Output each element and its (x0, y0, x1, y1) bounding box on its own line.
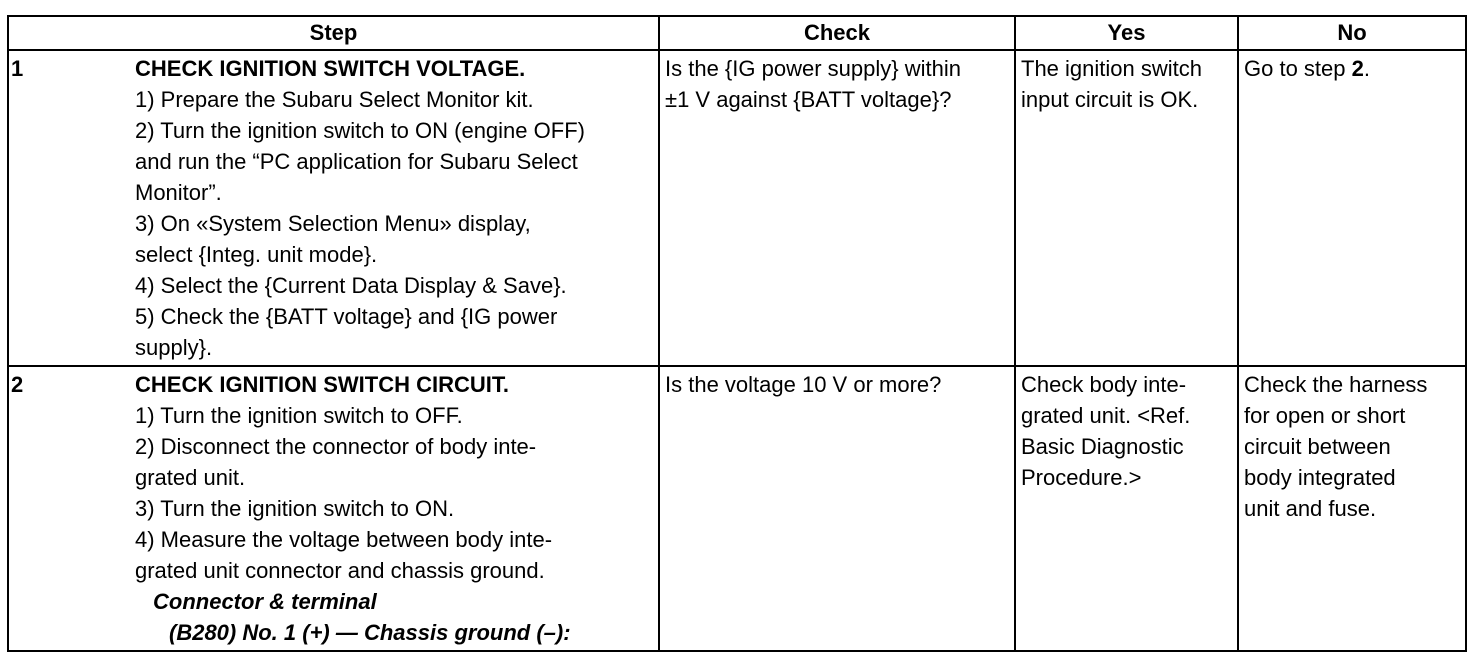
step-cell (8, 366, 659, 651)
step-line: 5) Check the {BATT voltage} and {IG power (135, 304, 558, 329)
step-line: grated unit. (135, 465, 246, 490)
check-line: Is the voltage 10 V or more? (665, 372, 942, 397)
step-line: supply}. (135, 335, 213, 360)
yes-cell (1015, 50, 1238, 366)
no-line: circuit between (1244, 434, 1391, 459)
step-line: 2) Turn the ignition switch to ON (engine OFF) (135, 118, 585, 143)
step-line: Monitor”. (135, 180, 222, 205)
yes-line: Check body inte- (1021, 372, 1187, 397)
step-body (131, 367, 658, 650)
no-step-link: 2 (1351, 56, 1364, 81)
step-line: 4) Select the {Current Data Display & Save}. (135, 273, 567, 298)
header-check: Check (659, 16, 1015, 50)
yes-line: grated unit. <Ref. (1021, 403, 1191, 428)
step-line: 2) Disconnect the connector of body inte- (135, 434, 537, 459)
check-line: ±1 V against {BATT voltage}? (665, 87, 952, 112)
yes-line: input circuit is OK. (1021, 87, 1199, 112)
step-number: 1 (11, 56, 24, 81)
check-cell (659, 366, 1015, 651)
connector-label: Connector & terminal (153, 589, 377, 614)
step-line: select {Integ. unit mode}. (135, 242, 378, 267)
header-yes: Yes (1015, 16, 1238, 50)
check-cell (659, 50, 1015, 366)
header-row (8, 16, 1466, 50)
table-row (8, 50, 1466, 366)
connector-terminal: (B280) No. 1 (+) — Chassis ground (–): (169, 620, 571, 645)
no-line: Check the harness (1244, 372, 1428, 397)
no-cell (1238, 50, 1466, 366)
step-line: grated unit connector and chassis ground. (135, 558, 545, 583)
no-line: for open or short (1244, 403, 1406, 428)
step-line: 4) Measure the voltage between body inte- (135, 527, 553, 552)
no-cell (1238, 366, 1466, 651)
yes-line: The ignition switch (1021, 56, 1202, 81)
no-text: Go to step (1244, 56, 1352, 81)
check-line: Is the {IG power supply} within (665, 56, 961, 81)
step-line: 1) Turn the ignition switch to OFF. (135, 403, 463, 428)
diagnostic-table (7, 15, 1467, 652)
step-cell (8, 50, 659, 366)
step-title: CHECK IGNITION SWITCH CIRCUIT. (135, 372, 509, 397)
yes-line: Basic Diagnostic (1021, 434, 1184, 459)
yes-line: Procedure.> (1021, 465, 1142, 490)
step-title: CHECK IGNITION SWITCH VOLTAGE. (135, 56, 526, 81)
step-body (131, 51, 658, 365)
step-number: 2 (11, 372, 24, 397)
yes-cell (1015, 366, 1238, 651)
no-line: body integrated (1244, 465, 1396, 490)
no-suffix: . (1363, 56, 1370, 81)
step-line: 1) Prepare the Subaru Select Monitor kit. (135, 87, 534, 112)
header-no: No (1238, 16, 1466, 50)
step-line: and run the “PC application for Subaru Select (135, 149, 578, 174)
step-line: 3) Turn the ignition switch to ON. (135, 496, 455, 521)
no-line: unit and fuse. (1244, 496, 1377, 521)
table-row (8, 366, 1466, 651)
header-step: Step (8, 16, 659, 50)
step-line: 3) On «System Selection Menu» display, (135, 211, 531, 236)
